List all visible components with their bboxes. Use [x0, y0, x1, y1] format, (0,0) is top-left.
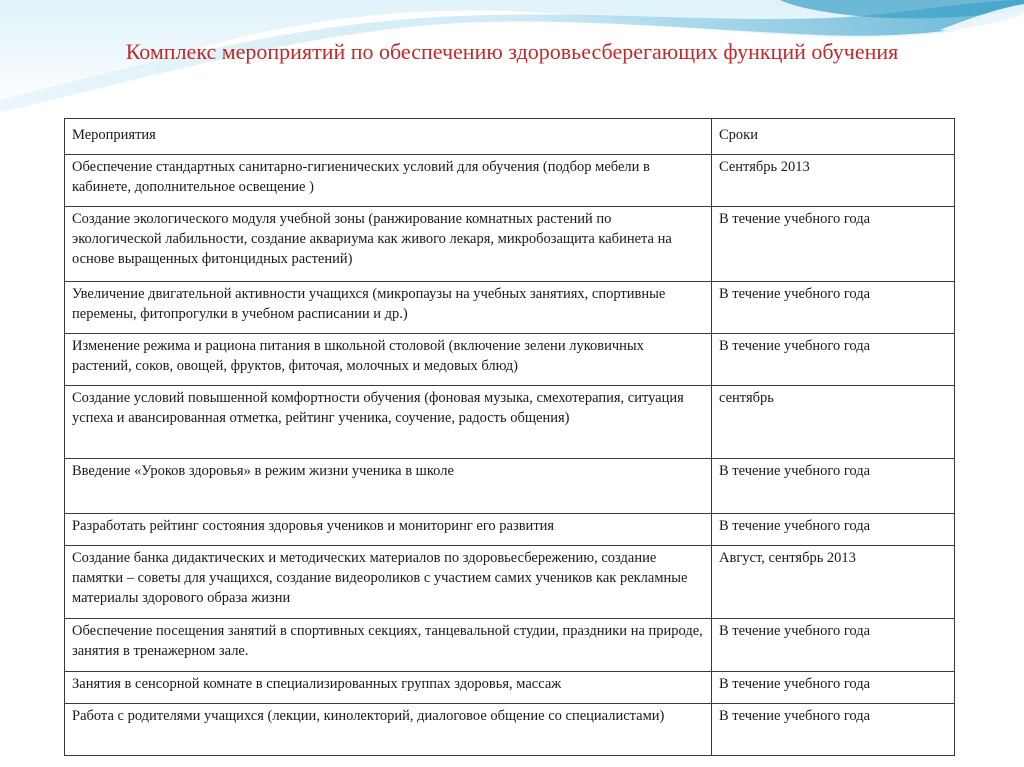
term-cell: Август, сентябрь 2013: [712, 546, 955, 619]
table-row: [65, 459, 955, 514]
activity-cell: Обеспечение стандартных санитарно-гигиенических условий для обучения (подбор мебели в кабинете, дополнительное освещение ): [65, 155, 712, 207]
column-header-activities: Мероприятия: [65, 119, 712, 155]
table-row: [65, 334, 955, 386]
table-row: [65, 155, 955, 207]
term-cell: В течение учебного года: [712, 672, 955, 704]
term-cell: В течение учебного года: [712, 334, 955, 386]
table-row: [65, 704, 955, 756]
activity-cell: Работа с родителями учащихся (лекции, кинолекторий, диалоговое общение со специалистами): [65, 704, 712, 756]
activity-cell: Создание условий повышенной комфортности обучения (фоновая музыка, смехотерапия, ситуация успеха и авансированная отметка, рейтинг ученика, соучение, радость общения): [65, 386, 712, 459]
table-header-row: [65, 119, 955, 155]
table-row: [65, 619, 955, 672]
term-cell: В течение учебного года: [712, 704, 955, 756]
term-cell: В течение учебного года: [712, 619, 955, 672]
page-title: Комплекс мероприятий по обеспечению здоровьесберегающих функций обучения: [125, 39, 899, 64]
activity-cell: Создание банка дидактических и методических материалов по здоровьесбережению, создание памятки – советы для учащихся, создание видеороликов с участием самих учеников как рекламные материалы здорового образа жизни: [65, 546, 712, 619]
table-row: [65, 207, 955, 282]
term-cell: сентябрь: [712, 386, 955, 459]
term-cell: Сентябрь 2013: [712, 155, 955, 207]
term-cell: В течение учебного года: [712, 207, 955, 282]
activities-table: [64, 118, 955, 756]
table-row: [65, 386, 955, 459]
activity-cell: Изменение режима и рациона питания в школьной столовой (включение зелени луковичных растений, соков, овощей, фруктов, фиточая, молочных и медовых блюд): [65, 334, 712, 386]
table-row: [65, 514, 955, 546]
term-cell: В течение учебного года: [712, 459, 955, 514]
column-header-terms: Сроки: [712, 119, 955, 155]
table-row: [65, 672, 955, 704]
table-row: [65, 546, 955, 619]
activity-cell: Введение «Уроков здоровья» в режим жизни ученика в школе: [65, 459, 712, 514]
activity-cell: Создание экологического модуля учебной зоны (ранжирование комнатных растений по экологической лабильности, создание аквариума как живого лекаря, микробозащита кабинета на основе выращенных фитонцидных растений): [65, 207, 712, 282]
term-cell: В течение учебного года: [712, 514, 955, 546]
activity-cell: Обеспечение посещения занятий в спортивных секциях, танцевальной студии, праздники на природе, занятия в тренажерном зале.: [65, 619, 712, 672]
table-row: [65, 282, 955, 334]
term-cell: В течение учебного года: [712, 282, 955, 334]
activity-cell: Занятия в сенсорной комнате в специализированных группах здоровья, массаж: [65, 672, 712, 704]
activity-cell: Увеличение двигательной активности учащихся (микропаузы на учебных занятиях, спортивные перемены, фитопрогулки в учебном расписании и др.): [65, 282, 712, 334]
activity-cell: Разработать рейтинг состояния здоровья учеников и мониторинг его развития: [65, 514, 712, 546]
